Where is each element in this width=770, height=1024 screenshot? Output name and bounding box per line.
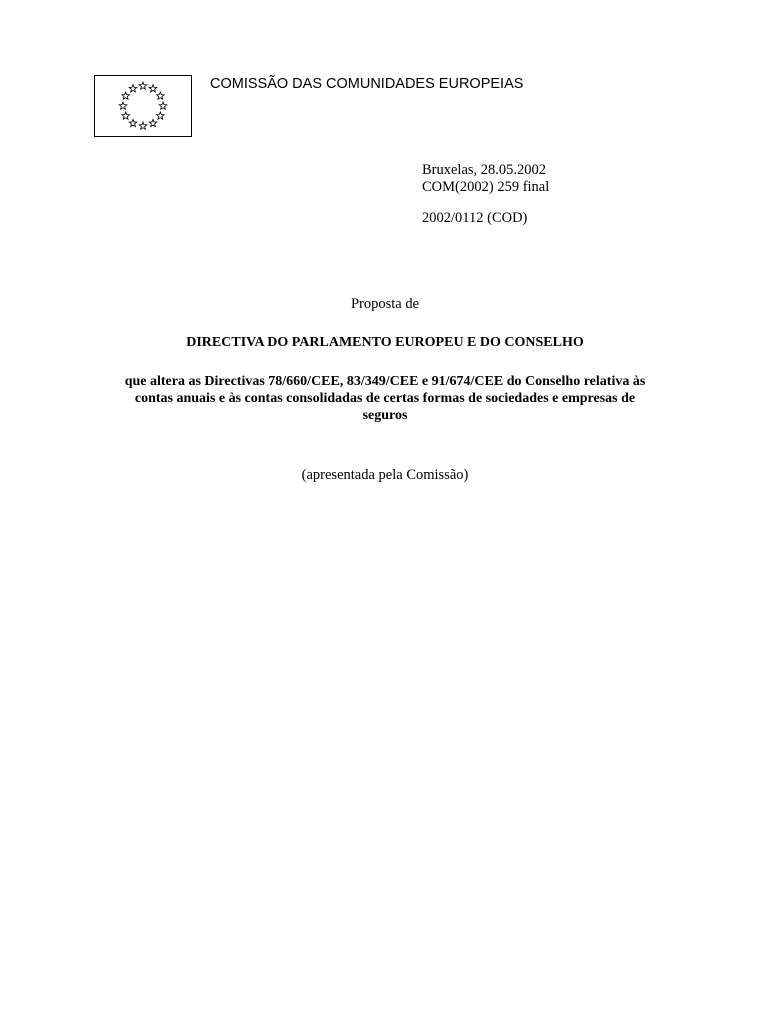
- procedure-number: 2002/0112 (COD): [422, 210, 528, 226]
- subject-line: contas anuais e às contas consolidadas de certas formas de sociedades e empresas de: [134, 391, 636, 406]
- place-date: Bruxelas, 28.05.2002: [422, 162, 547, 178]
- emblem-star: [122, 112, 130, 119]
- emblem-star: [149, 119, 157, 126]
- emblem-star: [129, 85, 137, 92]
- emblem-star: [122, 92, 130, 99]
- subject-line: que altera as Directivas 78/660/CEE, 83/349/CEE e 91/674/CEE do Conselho relativa às: [124, 374, 646, 389]
- eu-flag-icon: [95, 76, 191, 136]
- com-number: COM(2002) 259 final: [422, 179, 550, 195]
- emblem-star: [159, 102, 167, 109]
- emblem-star: [157, 92, 165, 99]
- eu-emblem: [94, 75, 192, 137]
- subject-line: seguros: [362, 408, 408, 423]
- emblem-star: [139, 82, 147, 89]
- presented-by: (apresentada pela Comissão): [301, 467, 469, 483]
- emblem-star: [157, 112, 165, 119]
- emblem-star: [129, 119, 137, 126]
- institution-name: COMISSÃO DAS COMUNIDADES EUROPEIAS: [210, 76, 524, 92]
- proposal-intro: Proposta de: [350, 296, 420, 312]
- document-type: DIRECTIVA DO PARLAMENTO EUROPEU E DO CONSELHO: [186, 335, 584, 350]
- emblem-star: [139, 122, 147, 129]
- document-subject: [90, 373, 680, 424]
- emblem-star: [119, 102, 127, 109]
- reference-block: [422, 162, 549, 227]
- emblem-star: [149, 85, 157, 92]
